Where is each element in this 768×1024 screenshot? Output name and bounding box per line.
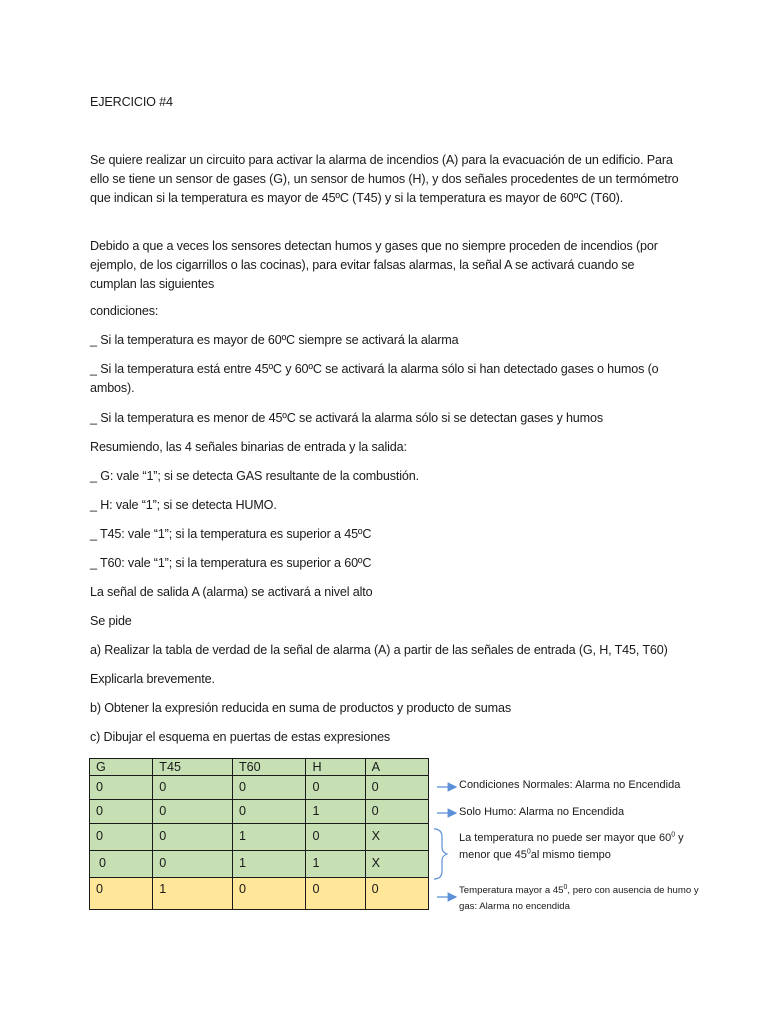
paragraph-false-alarms: Debido a que a veces los sensores detectan humos y gases que no siempre proceden de incendios (por ejemplo, de los cigarrillos o las cocinas), para evitar falsas alarmas, la señal A se activará cuando se cumplan las siguientes <box>90 239 658 291</box>
truth-table-header <box>90 759 429 776</box>
signal-t45: _ T45: vale “1”; si la temperatura es superior a 45ºC <box>90 527 372 541</box>
note-solo-humo: Solo Humo: Alarma no Encendida <box>459 806 625 818</box>
header-cell-t45: T45 <box>153 759 233 776</box>
table-cell: 0 <box>90 878 153 910</box>
note-normal-conditions: Condiciones Normales: Alarma no Encendida <box>459 779 681 791</box>
table-row <box>90 878 429 910</box>
truth-table <box>89 758 429 910</box>
task-a: a) Realizar la tabla de verdad de la señal de alarma (A) a partir de las señales de entrada (G, H, T45, T60) <box>90 643 668 657</box>
table-cell: 1 <box>306 851 365 878</box>
curly-brace-icon <box>434 829 447 879</box>
paragraph-conditions: condiciones: <box>90 304 159 318</box>
table-cell: 0 <box>306 878 365 910</box>
table-cell: 1 <box>153 878 233 910</box>
table-cell: X <box>365 851 428 878</box>
table-cell: 0 <box>232 776 306 800</box>
exercise-title: EJERCICIO #4 <box>90 95 173 109</box>
signal-h: _ H: vale “1”; si se detecta HUMO. <box>90 498 277 512</box>
table-cell: 0 <box>306 776 365 800</box>
table-cell: 0 <box>232 800 306 824</box>
table-cell: 0 <box>232 878 306 910</box>
table-cell: 0 <box>306 824 365 851</box>
table-cell: 0 <box>90 824 153 851</box>
table-cell: 0 <box>90 800 153 824</box>
task-b: b) Obtener la expresión reducida en suma de productos y producto de sumas <box>90 701 511 715</box>
table-cell: 1 <box>232 851 306 878</box>
paragraph-summary: Resumiendo, las 4 señales binarias de entrada y la salida: <box>90 440 407 454</box>
condition-between-45-60: _ Si la temperatura está entre 45ºC y 60ºC se activará la alarma sólo si han detectado gases o humos (o ambos). <box>90 362 659 395</box>
table-cell: 0 <box>153 776 233 800</box>
table-row <box>90 776 429 800</box>
table-cell: 0 <box>365 776 428 800</box>
header-cell-h: H <box>306 759 365 776</box>
condition-below-45: _ Si la temperatura es menor de 45ºC se activará la alarma sólo si se detectan gases y humos <box>90 411 604 425</box>
header-cell-g: G <box>90 759 153 776</box>
table-cell: 0 <box>90 851 153 878</box>
table-row <box>90 824 429 851</box>
table-cell: 0 <box>365 878 428 910</box>
paragraph-se-pide: Se pide <box>90 614 132 628</box>
note-temperature-impossible: La temperatura no puede ser mayor que $60^0$ y menor que $45^0al$ mismo tiempo <box>459 831 684 861</box>
table-cell: 0 <box>153 800 233 824</box>
signal-g: _ G: vale “1”; si se detecta GAS resultante de la combustión. <box>90 469 419 483</box>
header-cell-a: A <box>365 759 428 776</box>
table-cell: 1 <box>306 800 365 824</box>
table-cell: 0 <box>153 851 233 878</box>
table-row <box>90 800 429 824</box>
paragraph-intro: Se quiere realizar un circuito para activar la alarma de incendios (A) para la evacuación de un edificio. Para ello se tiene un sensor de gases (G), un sensor de humos (H), y dos señales procedentes de un termómetro que indican si la temperatura es mayor de 45ºC (T45) y si la temperatura es mayor de 60ºC (T60). <box>90 153 679 205</box>
paragraph-output: La señal de salida A (alarma) se activará a nivel alto <box>90 585 373 599</box>
task-c: c) Dibujar el esquema en puertas de estas expresiones <box>90 730 391 744</box>
table-cell: 0 <box>90 776 153 800</box>
note-temperature-above-45: Temperatura mayor a $45^0$, pero con ausencia de humo y gas: Alarma no encendida <box>459 883 699 912</box>
table-cell: X <box>365 824 428 851</box>
table-cell: 0 <box>365 800 428 824</box>
table-row <box>90 851 429 878</box>
task-a-explain: Explicarla brevemente. <box>90 672 215 686</box>
signal-t60: _ T60: vale “1”; si la temperatura es superior a 60ºC <box>90 556 372 570</box>
table-cell: 0 <box>153 824 233 851</box>
header-cell-t60: T60 <box>232 759 306 776</box>
table-cell: 1 <box>232 824 306 851</box>
condition-above-60: _ Si la temperatura es mayor de 60ºC siempre se activará la alarma <box>90 333 459 347</box>
